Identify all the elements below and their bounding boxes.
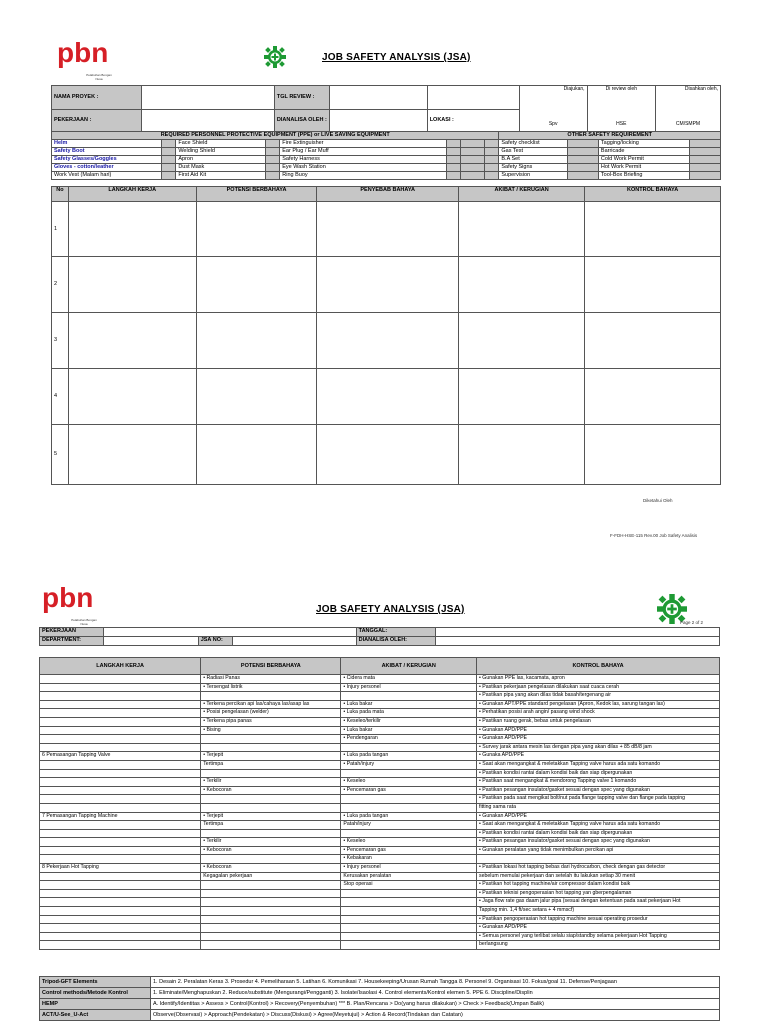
kontrol-cell: • Gunakan peralatan yang tidak menimbulkan percikan api [477, 846, 720, 855]
element-text: A. Identify/Identitas > Assess > Control(Kontrol) > Recovery(Penyembuhan) *** B. Plan/Rencana > Do(yang harus dilakukan) > Check > Feedback(Umpan Balik) [151, 999, 720, 1010]
potensi-cell: Tertimpa [201, 821, 341, 830]
ppe-checkbox[interactable] [447, 164, 461, 172]
potensi-cell: • Terkena pipa panas [201, 717, 341, 726]
svg-text:pbn: pbn [42, 583, 94, 613]
langkah-cell [40, 778, 201, 787]
ppe-checkbox[interactable] [461, 148, 485, 156]
potensi-cell [201, 829, 341, 838]
col-kontrol-bahaya: KONTROL BAHAYA [585, 187, 721, 202]
kontrol-cell: • Gunakan APD/PPE [477, 726, 720, 735]
langkah-cell: 8 Pekerjaan Hot Tapping [40, 864, 201, 873]
langkah-cell: 6 Pemasangan Tapping Valve [40, 752, 201, 761]
element-text: Observe(Observasi) > Approach(Pendekatan) > Discuss(Diskusi) > Agree(Meyetujui) > Action & Record(Tindakan dan Catatan) [151, 1010, 720, 1021]
ppe-row: Safety Boot Welding Shield Ear Plug / Ear Muff Gas Test Barricade [52, 148, 721, 156]
kontrol-cell: sebelum memulai pekerjaan dan setelah itu lakukan setiap 30 menit [477, 872, 720, 881]
table-row [40, 726, 720, 735]
potensi-cell: • Terjepit [201, 752, 341, 761]
table-row [40, 846, 720, 855]
kontrol-cell: • Perhatikan posisi arah angin/ pasang wind shock [477, 709, 720, 718]
ppe-checkbox[interactable] [265, 140, 279, 148]
table-row [40, 795, 720, 804]
ppe-row: Gloves - cotton/leather Dust Mask Eye Wash Station Safety Signs Hot Work Permit [52, 164, 721, 172]
akibat-cell [341, 889, 477, 898]
table-row: 3 [52, 313, 721, 369]
potensi-cell: • Kebocoran [201, 864, 341, 873]
akibat-cell: • Injury personel [341, 864, 477, 873]
table-row [40, 769, 720, 778]
ppe-checkbox[interactable] [461, 164, 485, 172]
kontrol-cell: • Saat akan mengangkat & meletakkan Tapping valve harus ada satu komando [477, 821, 720, 830]
nama-proyek-field[interactable] [141, 86, 274, 110]
page-number-label: Page 2 of 2 [680, 620, 704, 625]
ppe-header: REQUIRED PERSONNEL PROTECTIVE EQUIPMENT (PPE) or LIVE SAVING EQUIPMENT [52, 132, 499, 140]
langkah-cell [40, 855, 201, 864]
col-penyebab-bahaya: PENYEBAB BAHAYA [317, 187, 459, 202]
table-row [40, 812, 720, 821]
pekerjaan-label: PEKERJAAN [40, 628, 104, 637]
potensi-cell: • Terjepit [201, 812, 341, 821]
page2-title: JOB SAFETY ANALYSIS (JSA) [316, 604, 465, 615]
lokasi-label: LOKASI : [427, 110, 519, 132]
ppe-checkbox[interactable] [265, 164, 279, 172]
table-row [40, 786, 720, 795]
ppe-row: Helm Face Shield Fire Extinguisher Safety checklist Tagging/locking [52, 140, 721, 148]
element-label: ACT/U-See_U-Act [40, 1010, 151, 1021]
pekerjaan-label: PEKERJAAN : [52, 110, 142, 132]
signature-direview: Di review oleh HSE [587, 86, 656, 132]
ppe-checkbox[interactable] [568, 140, 599, 148]
akibat-cell: • Patah/injury [341, 760, 477, 769]
pbn-logo-icon [40, 583, 100, 613]
kontrol-cell: fitting sama rata [477, 803, 720, 812]
signature-diajukan: Diajukan, Spv [519, 86, 587, 132]
langkah-cell [40, 846, 201, 855]
potensi-cell: • Tersengat listrik [201, 683, 341, 692]
dianalisa-oleh-label: DIANALISA OLEH : [274, 110, 329, 132]
element-row [40, 999, 720, 1010]
potensi-cell [201, 743, 341, 752]
kontrol-cell: • Pastikan pekerjaan pengelasan dilakukan saat cuaca cerah [477, 683, 720, 692]
potensi-cell: • Radiasi Panas [201, 675, 341, 684]
col-langkah-kerja: LANGKAH KERJA [68, 187, 196, 202]
col-potensi-berbahaya: POTENSI BERBAHAYA [196, 187, 317, 202]
dianalisa-oleh-field[interactable] [329, 110, 427, 132]
department-label: DEPARTMENT: [40, 637, 104, 646]
langkah-cell [40, 838, 201, 847]
table-row [40, 829, 720, 838]
tgl-review-field[interactable] [329, 86, 427, 110]
table-row [40, 675, 720, 684]
akibat-cell [341, 932, 477, 941]
potensi-cell [201, 941, 341, 950]
langkah-cell [40, 803, 201, 812]
akibat-cell: • Keseleo [341, 778, 477, 787]
ppe-checkbox[interactable] [461, 156, 485, 164]
col-langkah-kerja: LANGKAH KERJA [40, 658, 201, 675]
ppe-checkbox[interactable] [162, 156, 176, 164]
page1-footer-code: F-FDH-HSE-115 Rev.00 Job Safety Analisis [610, 533, 698, 538]
ppe-checkbox[interactable] [162, 164, 176, 172]
ppe-checkbox[interactable] [265, 172, 279, 180]
langkah-cell: 7 Pemasangan Tapping Machine [40, 812, 201, 821]
table-row: 2 [52, 257, 721, 313]
table-row [40, 941, 720, 950]
col-no: No [52, 187, 69, 202]
kontrol-cell: Tapping min. 1,4 ft/sec setara + 4 mmscf) [477, 907, 720, 916]
potensi-cell [201, 898, 341, 907]
potensi-cell [201, 692, 341, 701]
kontrol-cell: • Gunakan APD/PPE [477, 924, 720, 933]
potensi-cell: • Kebocoran [201, 786, 341, 795]
pbn-logo-icon [55, 38, 115, 68]
department-field[interactable] [104, 637, 199, 646]
langkah-cell [40, 726, 201, 735]
company-logo-page2 [40, 583, 100, 629]
potensi-cell [201, 889, 341, 898]
ppe-checkbox[interactable] [461, 140, 485, 148]
kontrol-cell: • Pastikan pesangan insulator/gasket sesuai dengan spec yang digunakan [477, 838, 720, 847]
akibat-cell [341, 941, 477, 950]
akibat-cell [341, 915, 477, 924]
akibat-cell [341, 924, 477, 933]
potensi-cell: Tertimpa [201, 760, 341, 769]
akibat-cell [341, 692, 477, 701]
potensi-cell: • Terkilir [201, 778, 341, 787]
table-row [40, 683, 720, 692]
ppe-checkbox[interactable] [461, 172, 485, 180]
element-label: Tripod-GFT Elements [40, 977, 151, 988]
pekerjaan-field[interactable] [141, 110, 274, 132]
table-row [40, 881, 720, 890]
other-safety-header: OTHER SAFETY REQUIREMENT [499, 132, 721, 140]
akibat-cell: • Keseleo/terkilir [341, 717, 477, 726]
kontrol-cell: • Jaga flow rate gas daam jalur pipa (sesuai dengan ketentuan pada saat pekerjaan Hot [477, 898, 720, 907]
potensi-cell: • Kebocoran [201, 846, 341, 855]
ppe-checkbox[interactable] [447, 148, 461, 156]
akibat-cell: • Keseleo [341, 838, 477, 847]
kontrol-cell: • Pastikan saat mengangkat & mendorong Tapping valve 1 komando [477, 778, 720, 787]
table-row: 1 [52, 202, 721, 257]
akibat-cell: • Injury personel [341, 683, 477, 692]
kontrol-cell: • Survey jarak antara mesin las dengan pipa yang akan dilas + 85 dB/8 jam [477, 743, 720, 752]
ppe-checkbox[interactable] [690, 172, 721, 180]
ppe-checkbox[interactable] [690, 140, 721, 148]
akibat-cell [341, 743, 477, 752]
diketahui-oleh: Diketahui Oleh [643, 498, 673, 503]
element-label: Control methods/Metode Kontrol [40, 988, 151, 999]
table-row [40, 855, 720, 864]
ppe-checkbox[interactable] [568, 156, 599, 164]
ppe-table [51, 131, 721, 180]
akibat-cell [341, 829, 477, 838]
pekerjaan-field[interactable] [104, 628, 357, 637]
akibat-cell [341, 795, 477, 804]
potensi-cell [201, 932, 341, 941]
potensi-cell: • Bising [201, 726, 341, 735]
col-akibat-kerugian: AKIBAT / KERUGIAN [459, 187, 585, 202]
kontrol-cell: berlangsung [477, 941, 720, 950]
langkah-cell [40, 872, 201, 881]
table-row [40, 709, 720, 718]
kontrol-cell: • Pastikan pengoperasian hot tapping machine sesuai operating prosedur [477, 915, 720, 924]
ppe-row: Work Vest (Malam hari) First Aid Kit Ring Buoy Supervision Tool-Box Briefing [52, 172, 721, 180]
ppe-checkbox[interactable] [690, 164, 721, 172]
akibat-cell: • Pencemaran gas [341, 786, 477, 795]
langkah-cell [40, 717, 201, 726]
potensi-cell [201, 803, 341, 812]
ppe-row: Safety Glasses/Goggles Apron Safety Harness B.A Set Cold Work Permit [52, 156, 721, 164]
akibat-cell [341, 898, 477, 907]
ppe-checkbox[interactable] [568, 148, 599, 156]
kontrol-cell: • Saat akan mengangkat & meletakkan Tapping valve harus ada satu komando [477, 760, 720, 769]
langkah-cell [40, 941, 201, 950]
potensi-cell: • Terkilir [201, 838, 341, 847]
ppe-checkbox[interactable] [690, 148, 721, 156]
langkah-cell [40, 829, 201, 838]
langkah-cell [40, 821, 201, 830]
table-row [40, 778, 720, 787]
potensi-cell [201, 924, 341, 933]
element-row [40, 988, 720, 999]
tgl-review-label: TGL REVIEW : [274, 86, 329, 110]
table-row [40, 717, 720, 726]
jsa-no-label: JSA NO: [198, 637, 233, 646]
element-label: HEMP [40, 999, 151, 1010]
col-kontrol-bahaya: KONTROL BAHAYA [477, 658, 720, 675]
potensi-cell: • Posisi pengelasan (welder) [201, 709, 341, 718]
langkah-cell [40, 915, 201, 924]
table-row [40, 864, 720, 873]
potensi-cell [201, 795, 341, 804]
potensi-cell [201, 881, 341, 890]
table-row [40, 700, 720, 709]
table-row: 5 [52, 425, 721, 485]
langkah-cell [40, 700, 201, 709]
ppe-checkbox[interactable] [568, 164, 599, 172]
langkah-cell [40, 735, 201, 744]
potensi-cell [201, 769, 341, 778]
kontrol-cell [477, 855, 720, 864]
akibat-cell: Stop operasi [341, 881, 477, 890]
kontrol-cell: • Pastikan kondisi rantai dalam kondisi baik dan siap dipergunakan [477, 769, 720, 778]
langkah-cell [40, 932, 201, 941]
nama-proyek-label: NAMA PROYEK : [52, 86, 142, 110]
akibat-cell: • Kebakaran [341, 855, 477, 864]
element-text: 1. Eliminate/Menghapuskan 2. Reduce/substitute (Mengurangi/Pengganti) 3. Isolate/Isaolasi 4. Control elements/Kontrol elemen 5. PPE 6. Discipline/Displin [151, 988, 720, 999]
langkah-cell [40, 795, 201, 804]
langkah-cell [40, 683, 201, 692]
col-akibat-kerugian: AKIBAT / KERUGIAN [341, 658, 477, 675]
kontrol-cell: • Pastikan kondisi rantai dalam kondisi baik dan siap dipergunakan [477, 829, 720, 838]
table-row [40, 915, 720, 924]
jsa-detail-table [39, 657, 720, 950]
langkah-cell [40, 760, 201, 769]
akibat-cell: • Luka bakar [341, 726, 477, 735]
page1-title: JOB SAFETY ANALYSIS (JSA) [322, 52, 471, 63]
langkah-cell [40, 786, 201, 795]
langkah-cell [40, 898, 201, 907]
ppe-checkbox[interactable] [162, 148, 176, 156]
langkah-cell [40, 881, 201, 890]
kontrol-cell: • Pastikan pipa yang akan dilas tidak basah/tergenang air [477, 692, 720, 701]
element-row [40, 1010, 720, 1021]
ppe-checkbox[interactable] [568, 172, 599, 180]
kontrol-cell: • Gunakan APT/PPE standard pengelasan (Apron, Kedok las, sarung tangan las) [477, 700, 720, 709]
akibat-cell [341, 907, 477, 916]
elements-table [39, 976, 720, 1021]
potensi-cell [201, 915, 341, 924]
table-row [40, 889, 720, 898]
table-row [40, 803, 720, 812]
ppe-checkbox[interactable] [265, 148, 279, 156]
table-row [40, 692, 720, 701]
akibat-cell: • Cidera mata [341, 675, 477, 684]
kontrol-cell: • Gunakan PPE las, kacamata, apron [477, 675, 720, 684]
langkah-cell [40, 743, 201, 752]
akibat-cell: • Pendengaran [341, 735, 477, 744]
dianalisa-oleh-field[interactable] [436, 637, 720, 646]
langkah-cell [40, 675, 201, 684]
signature-disahkan: Disahkan oleh, CM/SMPM [656, 86, 721, 132]
ppe-checkbox[interactable] [162, 172, 176, 180]
table-row [40, 872, 720, 881]
safety-gear-icon [264, 46, 286, 68]
table-row [40, 752, 720, 761]
table-row [40, 907, 720, 916]
akibat-cell: • Pencemaran gas [341, 846, 477, 855]
potensi-cell [201, 907, 341, 916]
logo-subtitle: Pelabuhan Bongan Nusa [71, 618, 97, 626]
table-row: 4 [52, 369, 721, 425]
langkah-cell [40, 889, 201, 898]
akibat-cell: • Luka pada tangan [341, 812, 477, 821]
table-row [40, 924, 720, 933]
table-row [40, 743, 720, 752]
akibat-cell [341, 803, 477, 812]
element-text: 1. Desain 2. Peralatan Keras 3. Prosedur 4. Pemeliharaan 5. Latihan 6. Komunikasi 7. Housekeeping/Urusan Rumah Tangga 8. Personel 9. Organisasi 10. Fokus/goal 11. Defense/Penjagaan [151, 977, 720, 988]
akibat-cell: • Luka bakar [341, 700, 477, 709]
col-potensi-berbahaya: POTENSI BERBAHAYA [201, 658, 341, 675]
kontrol-cell: • Pastikan pesangan insulator/gasket sesuai dengan spec yang digunakan [477, 786, 720, 795]
empty-cell [427, 86, 519, 110]
kontrol-cell: • Semua personel yang terlibat selalu siap/standby selama pekerjaan Hot Tapping [477, 932, 720, 941]
akibat-cell [341, 769, 477, 778]
svg-text:pbn: pbn [57, 38, 109, 68]
kontrol-cell: • Pastikan pada saat mengikat bolt/nut pada flange tapping valve dan flange pada tapping [477, 795, 720, 804]
element-row [40, 977, 720, 988]
kontrol-cell: • Pastikan hot tapping machine/air compressor dalam kondisi baik [477, 881, 720, 890]
ppe-checkbox[interactable] [447, 140, 461, 148]
page1-header-table [51, 85, 721, 132]
potensi-cell [201, 735, 341, 744]
company-logo [55, 38, 115, 84]
table-row [40, 821, 720, 830]
ppe-checkbox[interactable] [265, 156, 279, 164]
langkah-cell [40, 709, 201, 718]
kontrol-cell: • Pastikan teknisi pengoperasian hot tapping yan gberpengalaman [477, 889, 720, 898]
langkah-cell [40, 924, 201, 933]
kontrol-cell: • Pastikan ruang gerak, bebas untuk pengelasan [477, 717, 720, 726]
ppe-checkbox[interactable] [447, 156, 461, 164]
jsa-no-field[interactable] [233, 637, 356, 646]
tanggal-label: TANGGAL: [356, 628, 436, 637]
table-row [40, 760, 720, 769]
page2-header-table [39, 627, 720, 646]
logo-subtitle: Pelabuhan Bongan Nusa [86, 73, 112, 81]
jsa-main-table [51, 186, 721, 485]
ppe-checkbox[interactable] [690, 156, 721, 164]
akibat-cell: • Luka pada tangan [341, 752, 477, 761]
akibat-cell: Kerusakan peralatan [341, 872, 477, 881]
potensi-cell: Kegagalan pekerjaan [201, 872, 341, 881]
akibat-cell: • Luka pada mata [341, 709, 477, 718]
table-row [40, 838, 720, 847]
potensi-cell [201, 855, 341, 864]
kontrol-cell: • Gunakan APD/PPE [477, 812, 720, 821]
dianalisa-oleh-label: DIANALISA OLEH: [356, 637, 436, 646]
langkah-cell [40, 769, 201, 778]
kontrol-cell: • Gunaka APD/PPE [477, 752, 720, 761]
table-row [40, 932, 720, 941]
langkah-cell [40, 907, 201, 916]
table-row [40, 898, 720, 907]
kontrol-cell: • Gunakan APD/PPE [477, 735, 720, 744]
kontrol-cell: • Pastikan lokasi hot tapping bebas dari hydrocarbon, check dengan gas detector [477, 864, 720, 873]
potensi-cell: • Terkena percikan api las/cahaya las/asap las [201, 700, 341, 709]
ppe-checkbox[interactable] [162, 140, 176, 148]
table-row [40, 735, 720, 744]
langkah-cell [40, 692, 201, 701]
tanggal-field[interactable] [436, 628, 720, 637]
akibat-cell: Patah/injury [341, 821, 477, 830]
ppe-checkbox[interactable] [447, 172, 461, 180]
